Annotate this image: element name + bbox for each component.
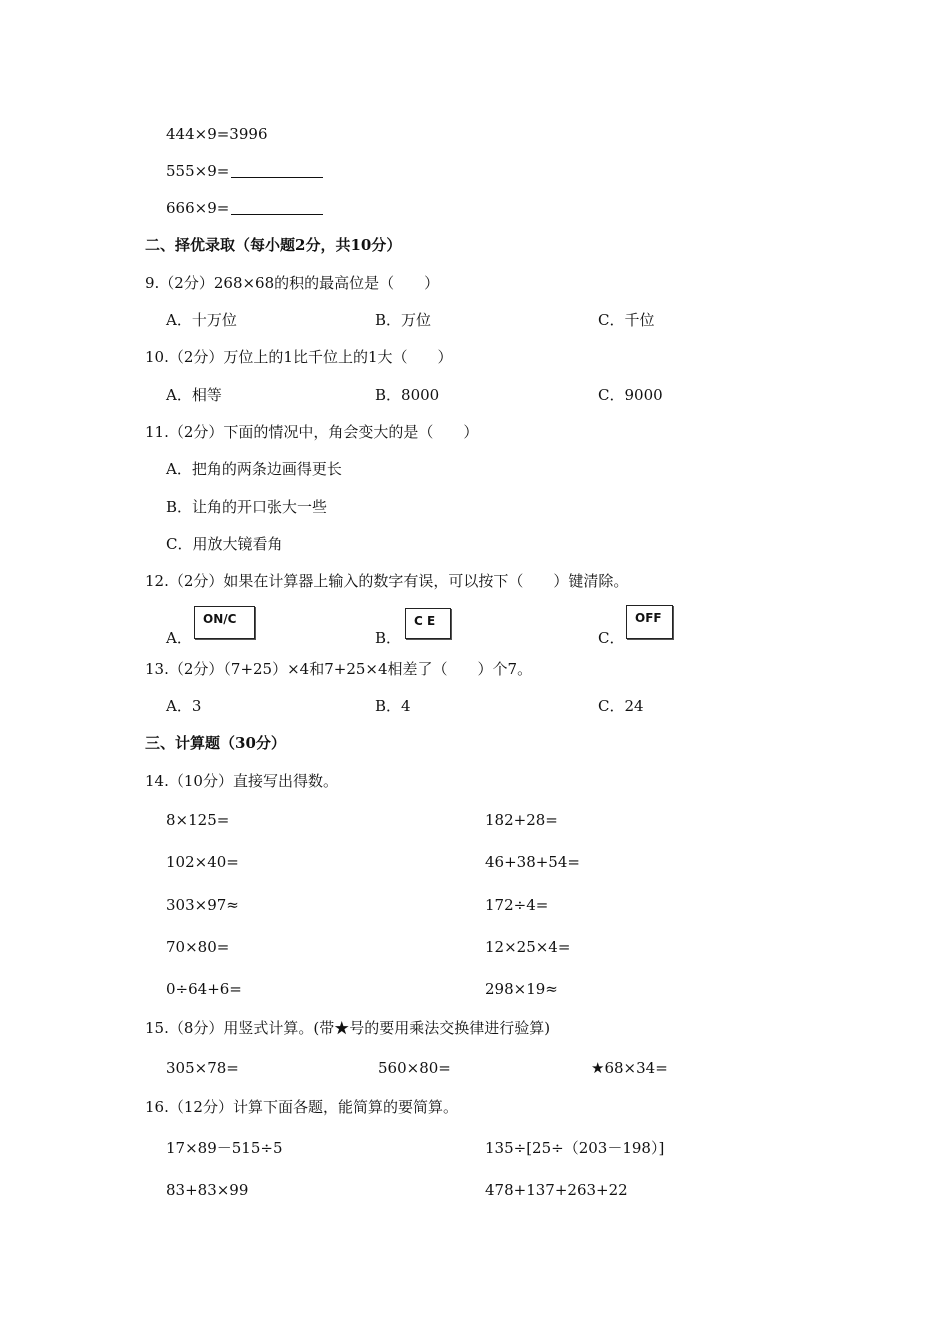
section-3-title: 三、计算题（30分）	[145, 734, 286, 752]
calc-item: 83+83×99	[166, 1181, 249, 1199]
calc-item: 182+28=	[485, 811, 558, 829]
question-11-stem: 11.（2分）下面的情况中，角会变大的是（ ）	[145, 423, 479, 441]
question-9-option-b[interactable]: B．万位	[375, 311, 432, 329]
question-10-option-a[interactable]: A．相等	[166, 386, 222, 404]
calc-item: 70×80=	[166, 938, 230, 956]
answer-blank[interactable]	[231, 163, 323, 178]
calc-item: 478+137+263+22	[485, 1181, 628, 1199]
question-9-stem: 9.（2分）268×68的积的最高位是（ ）	[145, 274, 440, 292]
calc-item: 8×125=	[166, 811, 230, 829]
calc-item: 305×78=	[166, 1059, 239, 1077]
calc-item: 12×25×4=	[485, 938, 571, 956]
question-14-stem: 14.（10分）直接写出得数。	[145, 772, 338, 790]
on-c-key-icon: ON/C	[194, 606, 255, 639]
question-13-option-b[interactable]: B．4	[375, 697, 411, 715]
question-11-option-a[interactable]: A．把角的两条边画得更长	[166, 460, 342, 478]
question-12-option-c[interactable]: C．	[598, 629, 625, 647]
question-10-stem: 10.（2分）万位上的1比千位上的1大（ ）	[145, 348, 453, 366]
answer-blank[interactable]	[231, 200, 323, 215]
question-10-option-b[interactable]: B．8000	[375, 386, 440, 404]
section-2-title: 二、择优录取（每小题2分，共10分）	[145, 236, 402, 254]
question-11-option-c[interactable]: C．用放大镜看角	[166, 535, 283, 553]
calc-item: 102×40=	[166, 853, 239, 871]
calc-item: 172÷4=	[485, 896, 549, 914]
pattern-line-3: 666×9=	[166, 198, 323, 218]
question-12-option-b[interactable]: B．	[375, 629, 402, 647]
question-12-option-a[interactable]: A．	[166, 629, 192, 647]
calc-item: 17×89－515÷5	[166, 1139, 283, 1157]
question-9-option-c[interactable]: C．千位	[598, 311, 655, 329]
ce-key-icon: C E	[405, 608, 451, 639]
question-13-option-c[interactable]: C．24	[598, 697, 644, 715]
calc-item: 46+38+54=	[485, 853, 580, 871]
question-9-option-a[interactable]: A．十万位	[166, 311, 237, 329]
calc-item: 298×19≈	[485, 980, 558, 998]
question-15-stem: 15.（8分）用竖式计算。(带★号的要用乘法交换律进行验算)	[145, 1019, 551, 1037]
question-11-option-b[interactable]: B．让角的开口张大一些	[166, 498, 328, 516]
calc-item: 135÷[25÷（203－198）]	[485, 1139, 665, 1157]
calc-item: ★68×34=	[591, 1059, 668, 1077]
calc-item: 303×97≈	[166, 896, 239, 914]
question-13-option-a[interactable]: A．3	[166, 697, 202, 715]
question-13-stem: 13.（2分）（7+25）×4和7+25×4相差了（ ）个7。	[145, 660, 533, 678]
pattern-line-1: 444×9=3996	[166, 125, 268, 143]
pattern-line-2: 555×9=	[166, 161, 323, 181]
off-key-icon: OFF	[626, 605, 673, 639]
calc-item: 560×80=	[378, 1059, 451, 1077]
question-16-stem: 16.（12分）计算下面各题，能简算的要简算。	[145, 1098, 458, 1116]
question-12-stem: 12.（2分）如果在计算器上输入的数字有误，可以按下（ ）键清除。	[145, 572, 629, 590]
question-10-option-c[interactable]: C．9000	[598, 386, 663, 404]
calc-item: 0÷64+6=	[166, 980, 242, 998]
